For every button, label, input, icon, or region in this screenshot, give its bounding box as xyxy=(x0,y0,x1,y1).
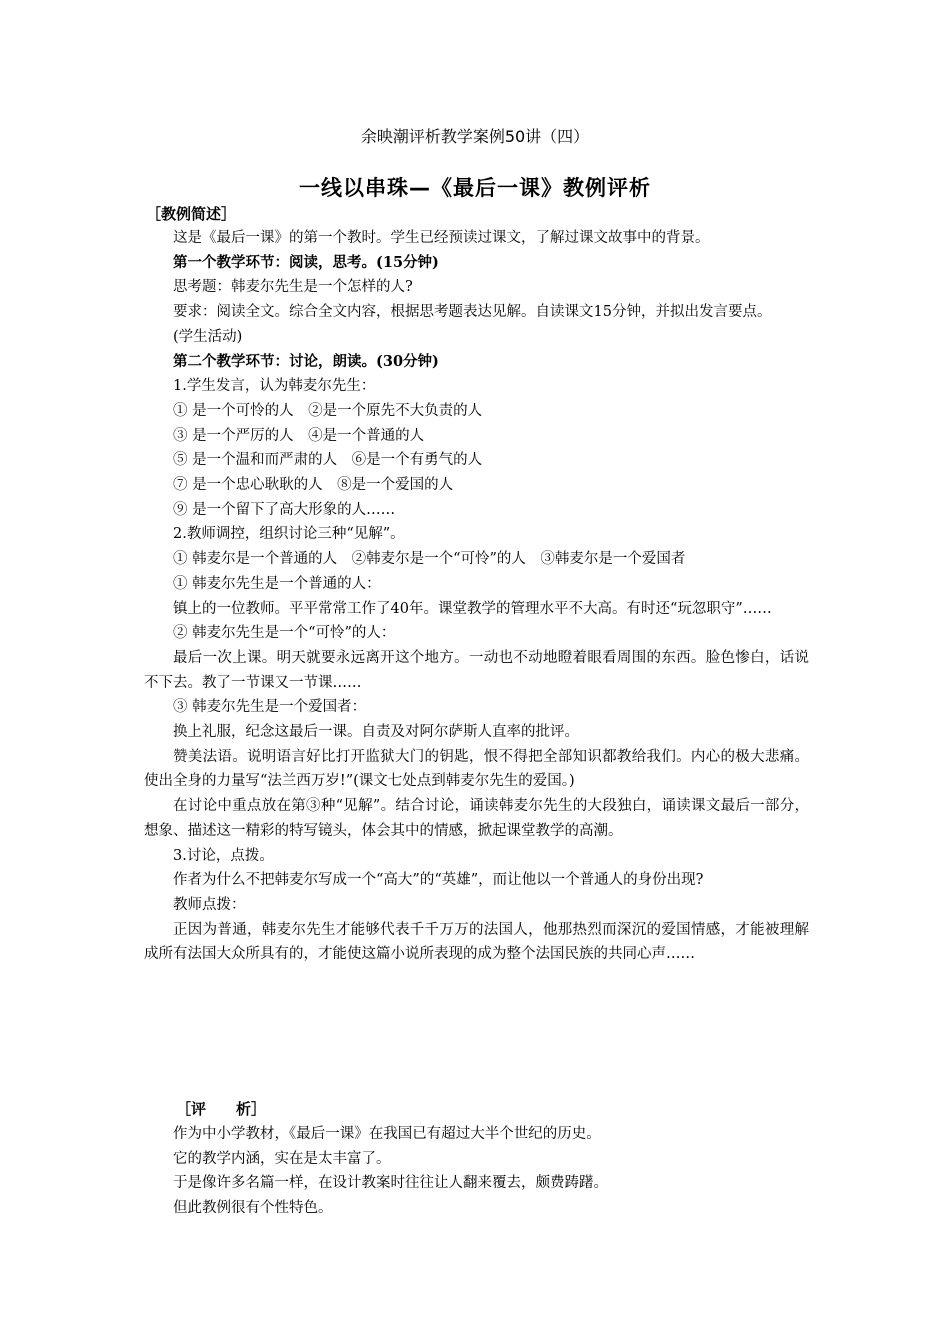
paragraph: 最后一次上课。明天就要永远离开这个地方。一动也不动地瞪着眼看周围的东西。脸色惨白，话说不下去。教了一节课又一节课…… xyxy=(144,649,809,691)
paragraph: 第一个教学环节：阅读，思考。(15分钟) xyxy=(173,253,439,271)
main-title: 一线以串珠—《最后一课》教例评析 xyxy=(299,176,651,200)
paragraph: ③ 韩麦尔先生是一个爱国者： xyxy=(173,699,367,716)
paragraph: ⑨ 是一个留下了高大形象的人…… xyxy=(173,501,396,518)
paragraph: 正因为普通，韩麦尔先生才能够代表千千万万的法国人，他那热烈而深沉的爱国情感，才能被理解成所有法国大众所具有的，才能使这篇小说所表现的成为整个法国民族的共同心声…… xyxy=(144,921,809,963)
paragraph: 1.学生发言，认为韩麦尔先生： xyxy=(173,378,376,395)
analysis-paragraph: 作为中小学教材，《最后一课》在我国已有超过大半个世纪的历史。 xyxy=(173,1126,601,1142)
paragraph: ① 韩麦尔是一个普通的人 ②韩麦尔是一个“可怜”的人 ③韩麦尔是一个爱国者 xyxy=(173,551,686,568)
paragraph: 思考题：韩麦尔先生是一个怎样的人? xyxy=(173,279,413,296)
paragraph: 这是《最后一课》的第一个教时。学生已经预读过课文，了解过课文故事中的背景。 xyxy=(173,230,710,246)
paragraph: ⑦ 是一个忠心耿耿的人 ⑧是一个爱国的人 xyxy=(173,477,454,494)
paragraph: ① 是一个可怜的人 ②是一个原先不大负责的人 xyxy=(173,402,483,419)
analysis-paragraph: 它的教学内涵，实在是太丰富了。 xyxy=(173,1150,391,1167)
analysis-section-label: ［评 析］ xyxy=(176,1100,267,1118)
paragraph: 教师点拨： xyxy=(173,896,246,913)
case-section-label: ［教例简述］ xyxy=(146,205,237,223)
paragraph: 赞美法语。说明语言好比打开监狱大门的钥匙，恨不得把全部知识都教给我们。内心的极大悲痛。使出全身的力量写“法兰西万岁!”(课文七处点到韩麦尔先生的爱国。) xyxy=(144,748,809,790)
paragraph: 2.教师调控，组织讨论三种“见解”。 xyxy=(173,526,405,543)
analysis-paragraph: 于是像许多名篇一样，在设计教案时往往让人翻来覆去，颇费踌躇。 xyxy=(173,1175,608,1192)
case-body xyxy=(144,226,809,967)
paragraph: 3.讨论，点拨。 xyxy=(173,847,274,864)
paragraph: 换上礼服，纪念这最后一课。自责及对阿尔萨斯人直率的批评。 xyxy=(173,724,579,741)
analysis-body xyxy=(144,1122,809,1221)
paragraph: 第二个教学环节：讨论，朗读。(30分钟) xyxy=(173,352,439,370)
paragraph: 在讨论中重点放在第③种“见解”。结合讨论，诵读韩麦尔先生的大段独白，诵读课文最后一部分，想象、描述这一精彩的特写镜头，体会其中的情感，掀起课堂教学的高潮。 xyxy=(144,798,809,839)
analysis-paragraph: 但此教例很有个性特色。 xyxy=(173,1200,333,1217)
paragraph: ⑤ 是一个温和而严肃的人 ⑥是一个有勇气的人 xyxy=(173,452,483,469)
paragraph: 要求：阅读全文。综合全文内容，根据思考题表达见解。自读课文15分钟，并拟出发言要点。 xyxy=(173,304,772,321)
paragraph: ① 韩麦尔先生是一个普通的人： xyxy=(173,575,381,592)
paragraph: ② 韩麦尔先生是一个“可怜”的人： xyxy=(173,625,396,642)
paragraph: 镇上的一位教师。平平常常工作了40年。课堂教学的管理水平不大高。有时还“玩忽职守”…… xyxy=(173,600,772,617)
paragraph: ③ 是一个严厉的人 ④是一个普通的人 xyxy=(173,427,425,444)
paragraph: (学生活动) xyxy=(173,328,243,345)
paragraph: 作者为什么不把韩麦尔写成一个“高大”的“英雄”，而让他以一个普通人的身份出现? xyxy=(173,872,704,889)
series-title: 余映潮评析教学案例50讲（四） xyxy=(360,127,590,146)
